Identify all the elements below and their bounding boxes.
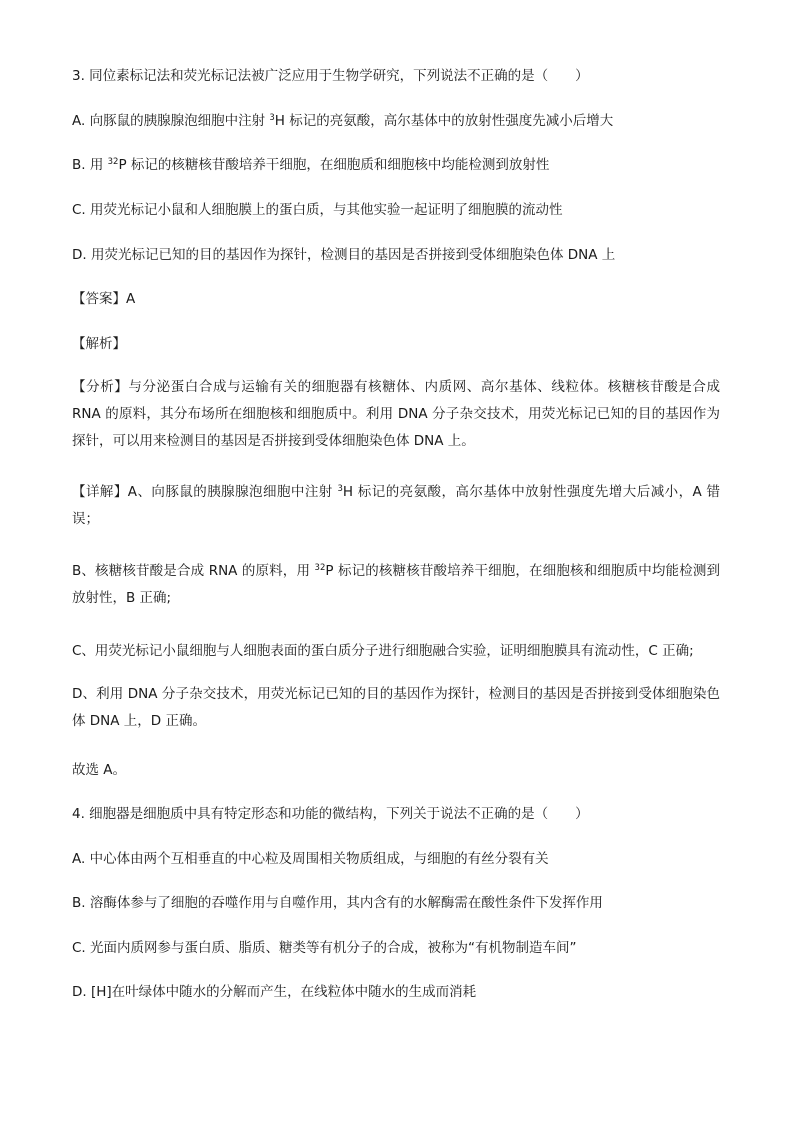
question-3-option-a: [72, 111, 613, 131]
question-3-option-c: C. 用荧光标记小鼠和人细胞膜上的蛋白质，与其他实验一起证明了细胞膜的流动性: [72, 202, 563, 218]
option-b-text: B. 用: [72, 157, 108, 173]
analysis-paragraph: 【分析】与分泌蛋白合成与运输有关的细胞器有核糖体、内质网、高尔基体、线粒体。核糖核苷酸是合成 RNA 的原料，其分布场所在细胞核和细胞质中。利用 DNA 分子杂交技术，用荧光标记已知的目的基因作为探针，可以用来检测目的基因是否拼接到受体细胞染色体 DNA 上。: [72, 379, 720, 449]
option-a-text: A. 向豚鼠的胰腺腺泡细胞中注射: [72, 113, 270, 129]
question-3-option-d: D. 用荧光标记已知的目的基因作为探针，检测目的基因是否拼接到受体细胞染色体 DNA 上: [72, 247, 616, 263]
question-3-option-b: [72, 155, 549, 175]
question-4-option-a: A. 中心体由两个互相垂直的中心粒及周围相关物质组成，与细胞的有丝分裂有关: [72, 851, 549, 867]
detail-paragraph-c: C、用荧光标记小鼠细胞与人细胞表面的蛋白质分子进行细胞融合实验，证明细胞膜具有流动性，C 正确;: [72, 643, 694, 659]
answer-label: 【答案】A: [72, 291, 136, 307]
detail-b-text-rest: P 标记的核糖核苷酸培养干细胞，在细胞核和细胞质中均能检测到放射性，B 正确;: [72, 563, 720, 606]
conclusion-text: 故选 A。: [72, 762, 127, 778]
isotope-superscript: 32: [107, 157, 119, 167]
detail-a-text-rest: H 标记的亮氨酸，高尔基体中放射性强度先增大后减小，A 错误；: [72, 484, 721, 527]
detail-paragraph-a: [72, 479, 720, 533]
option-b-text-rest: P 标记的核糖核苷酸培养干细胞，在细胞质和细胞核中均能检测到放射性: [118, 157, 550, 173]
isotope-superscript: 3: [337, 484, 343, 494]
detail-paragraph-d: D、利用 DNA 分子杂交技术，用荧光标记已知的目的基因作为探针，检测目的基因是否拼接到受体细胞染色体 DNA 上，D 正确。: [72, 686, 720, 729]
isotope-superscript: 3: [269, 113, 275, 123]
question-3-stem: 3. 同位素标记法和荧光标记法被广泛应用于生物学研究，下列说法不正确的是（ ）: [72, 68, 589, 84]
option-a-text-rest: H 标记的亮氨酸，高尔基体中的放射性强度先减小后增大: [274, 113, 614, 129]
question-4-stem: 4. 细胞器是细胞质中具有特定形态和功能的微结构，下列关于说法不正确的是（ ）: [72, 806, 589, 822]
detail-paragraph-b: [72, 558, 720, 612]
question-4-option-c: C. 光面内质网参与蛋白质、脂质、糖类等有机分子的合成，被称为“有机物制造车间”: [72, 940, 577, 956]
isotope-superscript: 32: [314, 563, 326, 573]
detail-a-text: 【详解】A、向豚鼠的胰腺腺泡细胞中注射: [72, 484, 338, 500]
detail-b-text: B、核糖核苷酸是合成 RNA 的原料，用: [72, 563, 315, 579]
question-4-option-b: B. 溶酶体参与了细胞的吞噬作用与自噬作用，其内含有的水解酶需在酸性条件下发挥作用: [72, 895, 603, 911]
question-4-option-d: D. [H]在叶绿体中随水的分解而产生，在线粒体中随水的生成而消耗: [72, 984, 477, 1000]
analysis-heading: 【解析】: [72, 336, 126, 352]
